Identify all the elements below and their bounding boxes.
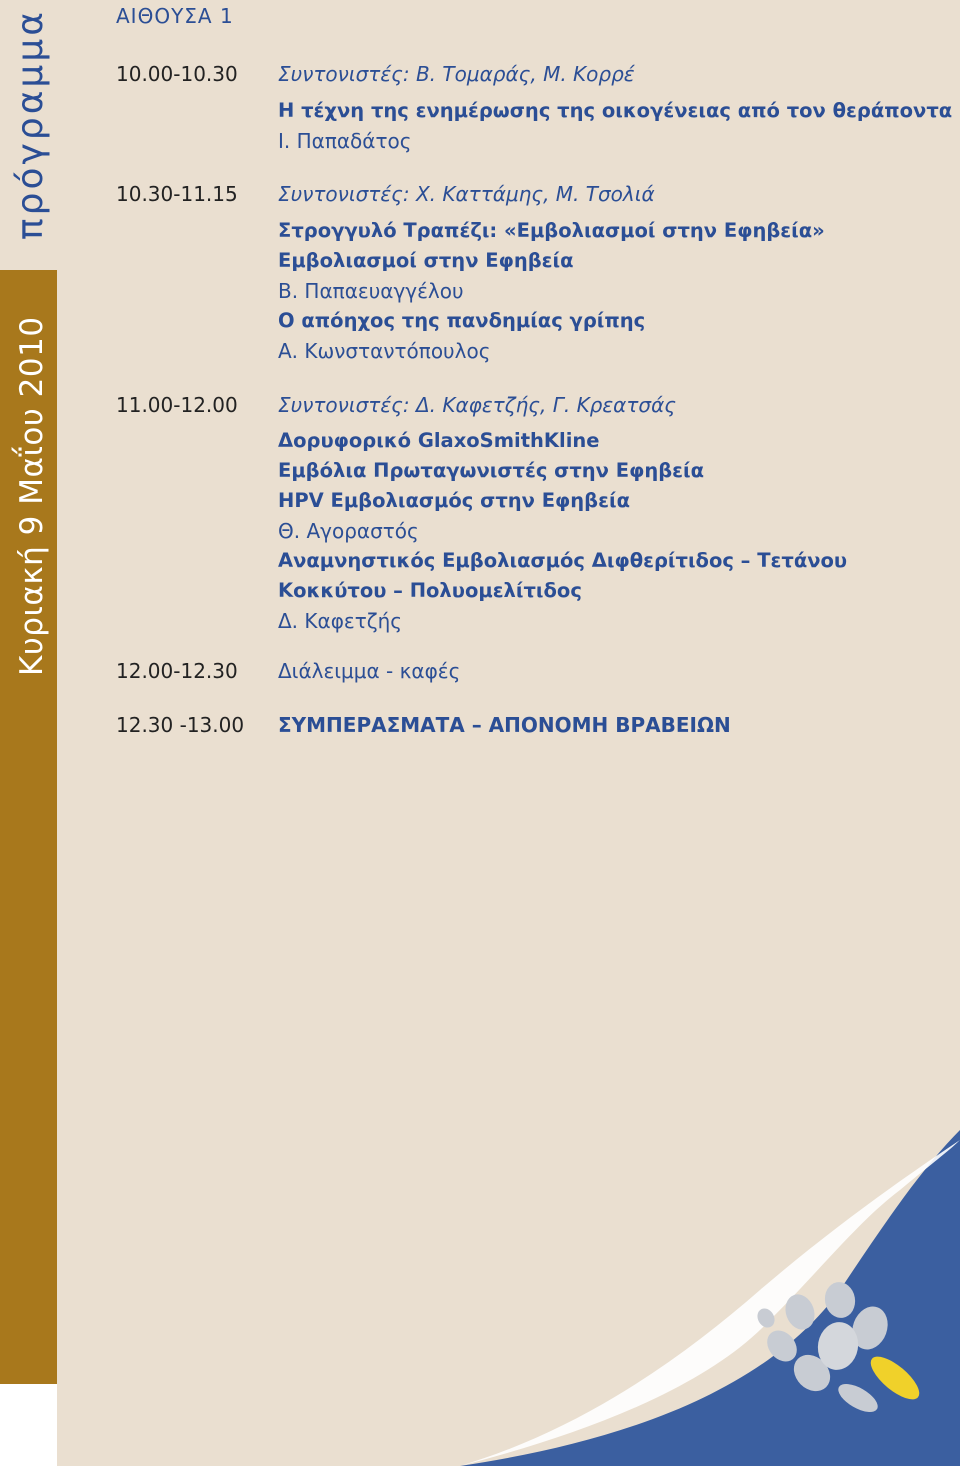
session-coordinators: Συντονιστές: Β. Τομαράς, Μ. Κορρέ [278,62,635,86]
program-title: πρόγραμμα [10,9,51,240]
talk-title: Αναμνηστικός Εμβολιασμός Διφθερίτιδος – Τετάνου [278,549,848,572]
hall-title: ΑΙΘΟΥΣΑ 1 [116,4,234,28]
talk-title: Η τέχνη της ενημέρωσης της οικογένειας από τον θεράποντα [278,99,953,122]
speaker-name: Δ. Καφετζής [278,609,403,633]
speaker-name: Α. Κωνσταντόπουλος [278,339,491,363]
talk-title-continued: Κοκκύτου – Πολυομελίτιδος [278,579,582,602]
talk-title: Εμβόλια Πρωταγωνιστές στην Εφηβεία [278,459,705,482]
talk-title: HPV Εμβολιασμός στην Εφηβεία [278,489,630,512]
session-time: 10.30-11.15 [116,182,238,206]
speaker-name: Β. Παπαευαγγέλου [278,279,464,303]
satellite-title: Δορυφορικό GlaxoSmithKline [278,429,600,452]
talk-title: Εμβολιασμοί στην Εφηβεία [278,249,574,272]
session-coordinators: Συντονιστές: Χ. Καττάμης, Μ. Τσολιά [278,182,655,206]
speaker-name: Θ. Αγοραστός [278,519,419,543]
talk-title: Ο απόηχος της πανδημίας γρίπης [278,309,646,332]
session-time: 11.00-12.00 [116,393,238,417]
session-coordinators: Συντονιστές: Δ. Καφετζής, Γ. Κρεατσάς [278,393,677,417]
speaker-name: Ι. Παπαδάτος [278,129,412,153]
program-date: Κυριακή 9 Μαΐου 2010 [14,316,50,676]
break-label: Διάλειμμα - καφές [278,659,461,683]
closing-label: ΣΥΜΠΕΡΑΣΜΑΤΑ – ΑΠΟΝΟΜΗ ΒΡΑΒΕΙΩΝ [278,713,731,737]
closing-time: 12.30 -13.00 [116,713,245,737]
round-table-title: Στρογγυλό Τραπέζι: «Εμβολιασμοί στην Εφηβεία» [278,219,825,242]
session-time: 10.00-10.30 [116,62,238,86]
break-time: 12.00-12.30 [116,659,238,683]
